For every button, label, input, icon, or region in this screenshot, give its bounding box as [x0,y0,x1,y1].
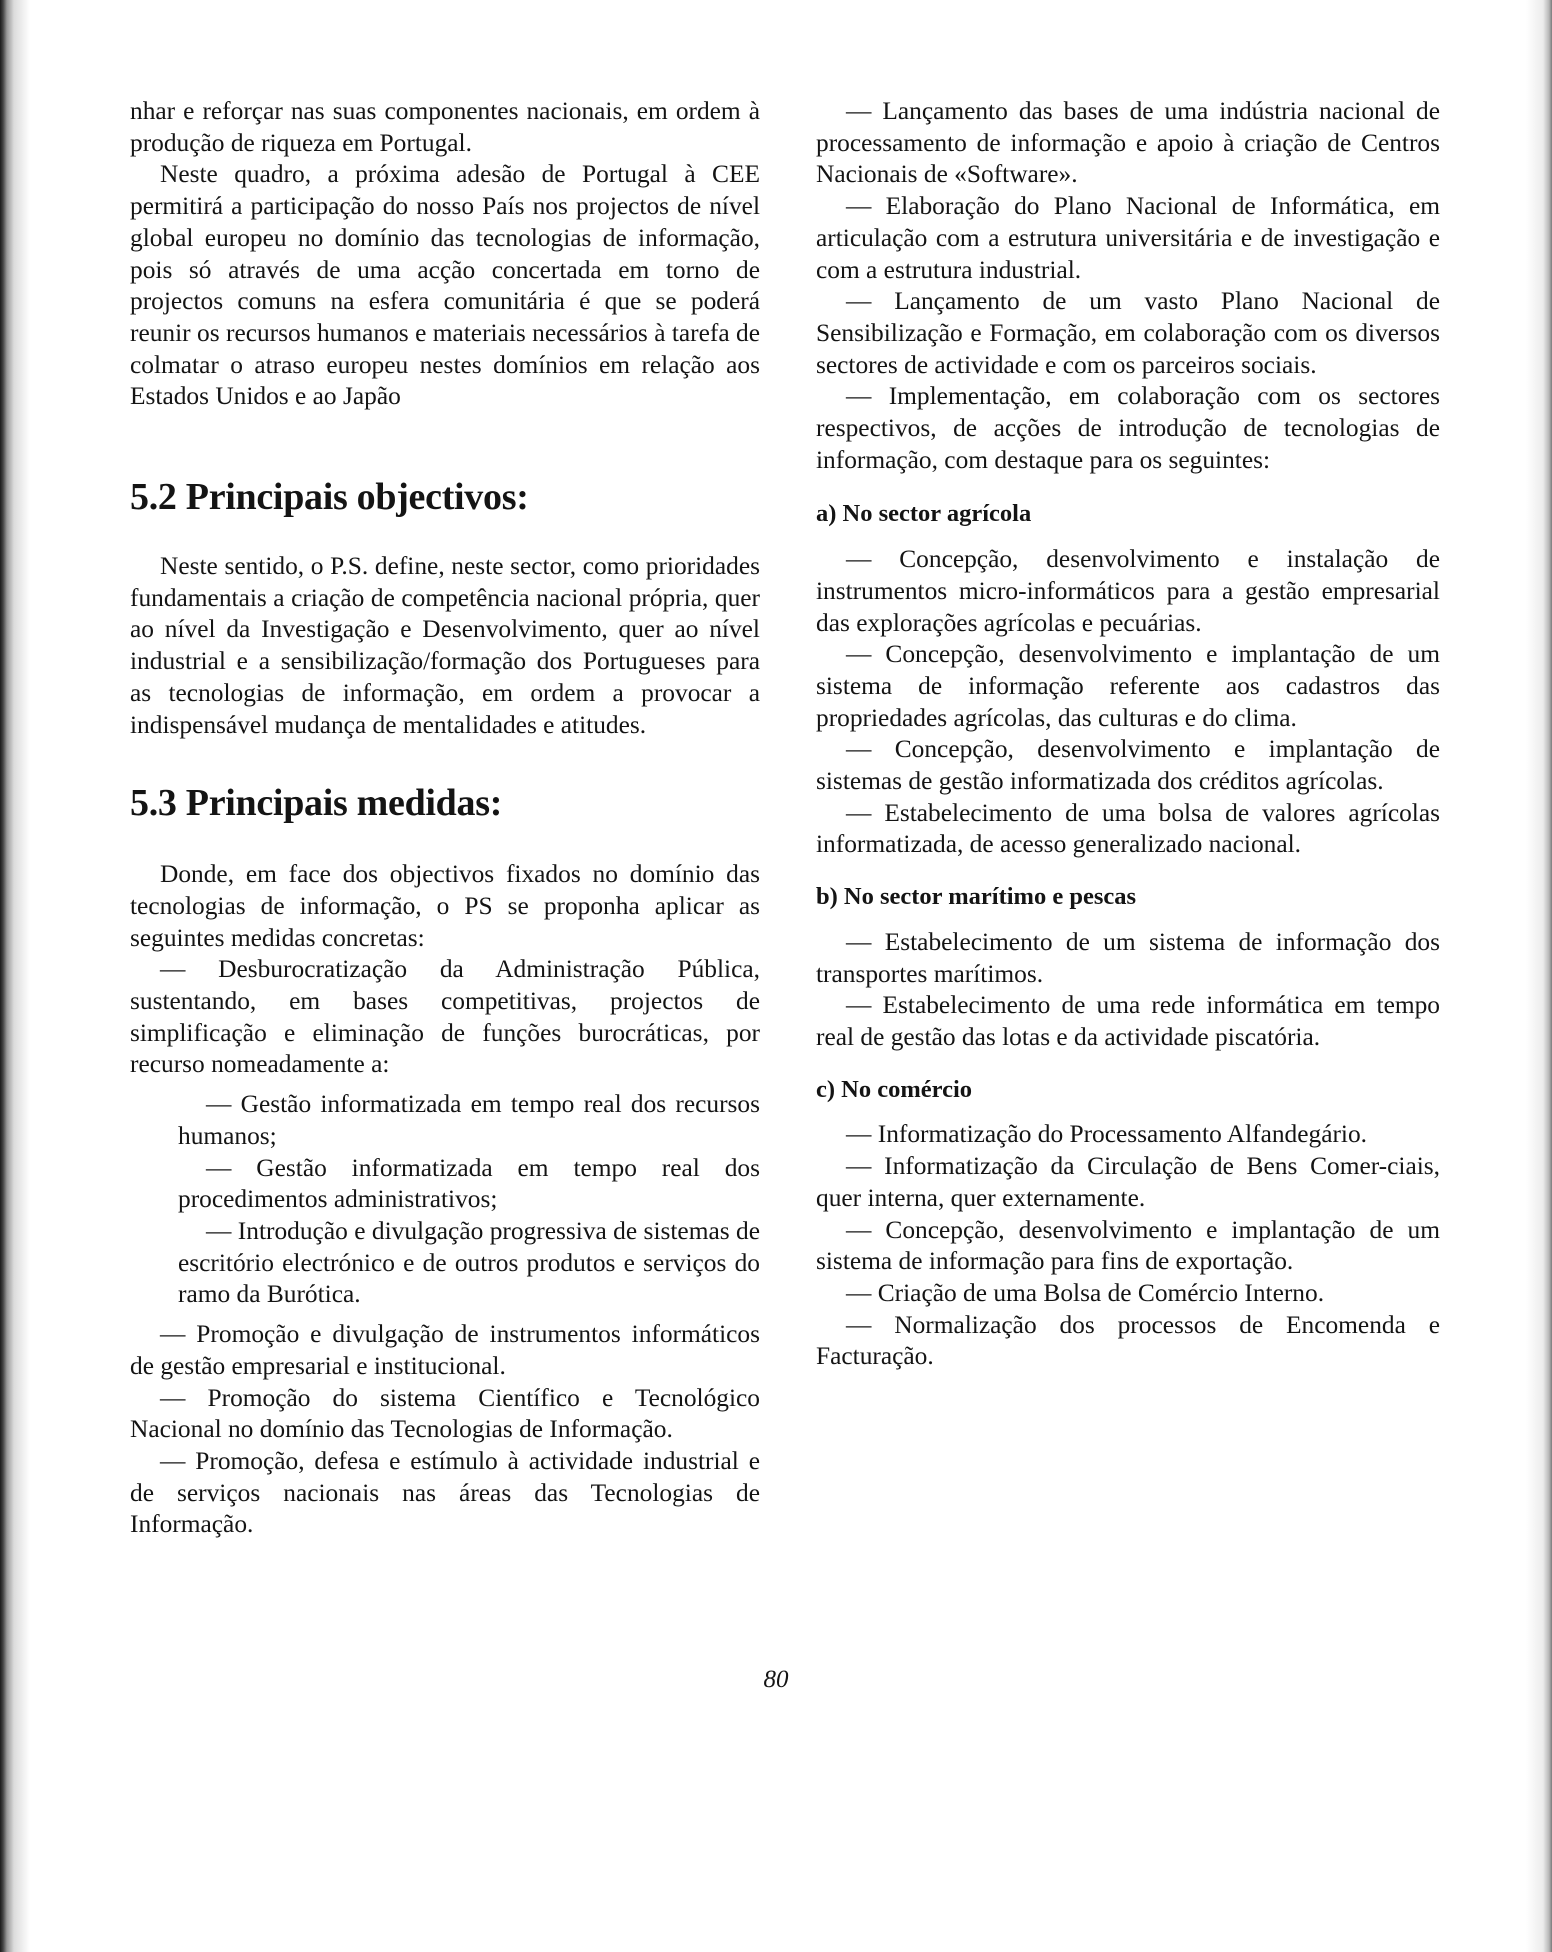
sub-list-item: — Gestão informatizada em tempo real dos recursos humanos; [178,1090,760,1150]
list-item: — Concepção, desenvolvimento e implantação de um sistema de informação para fins de exportação. [816,1215,1440,1276]
list-item: — Promoção do sistema Científico e Tecnológico Nacional no domínio das Tecnologias de Informação. [130,1383,760,1444]
paragraph-objectivos: Neste sentido, o P.S. define, neste sector, como prioridades fundamentais a criação de competência nacional própria, quer ao nível da Investigação e Desenvolvimento, quer ao nível industrial e a sensibilização/formação dos Portugueses para as tecnologias de informação, em ordem a provocar a indispensável mudança de mentalidades e atitudes. [130,552,760,739]
subsection-heading-maritimo: b) No sector marítimo e pescas [816,883,1137,911]
list-item: — Lançamento das bases de uma indústria nacional de processamento de informação e apoio à criação de Centros Nacionais de «Software». [816,97,1440,189]
list-item: — Elaboração do Plano Nacional de Informática, em articulação com a estrutura universitária e de investigação e com a estrutura industrial. [816,192,1440,284]
list-item: — Concepção, desenvolvimento e instalação de instrumentos micro-informáticos para a gestão empresarial das explorações agrícolas e pecuárias. [816,545,1440,637]
list-item: — Estabelecimento de um sistema de informação dos transportes marítimos. [816,927,1440,988]
list-item: — Lançamento de um vasto Plano Nacional de Sensibilização e Formação, em colaboração com os diversos sectores de actividade e com os parceiros sociais. [816,287,1440,379]
scan-shadow-right [1526,0,1552,1952]
right-column [816,96,1440,1373]
list-item: — Estabelecimento de uma rede informática em tempo real de gestão das lotas e da actividade piscatória. [816,991,1440,1051]
paragraph-cee: Neste quadro, a próxima adesão de Portugal à CEE permitirá a participação do nosso País nos projectos de nível global europeu no domínio das tecnologias de informação, pois só através de uma acção concertada em torno de projectos comuns na esfera comunitária é que se poderá reunir os recursos humanos e materiais necessários à tarefa de colmatar o atraso europeu nestes domínios em relação aos Estados Unidos e ao Japão [130,160,760,411]
list-item-desburocratizacao: — Desburocratização da Administração Pública, sustentando, em bases competitivas, projectos de simplificação e eliminação de funções burocráticas, por recurso nomeadamente a: [130,955,760,1079]
list-item: — Normalização dos processos de Encomenda e Facturação. [816,1310,1440,1371]
list-item: — Promoção e divulgação de instrumentos informáticos de gestão empresarial e institucional. [130,1320,760,1380]
list-item: — Criação de uma Bolsa de Comércio Interno. [846,1278,1325,1307]
section-heading-objectivos: 5.2 Principais objectivos: [130,476,529,519]
subsection-heading-agricola: a) No sector agrícola [816,500,1032,528]
sub-list-item: — Introdução e divulgação progressiva de sistemas de escritório electrónico e de outros produtos e serviços do ramo da Burótica. [178,1216,760,1309]
list-item: — Informatização da Circulação de Bens Comer-ciais, quer interna, quer externamente. [816,1152,1440,1212]
left-column [130,96,760,1541]
list-item: — Estabelecimento de uma bolsa de valores agrícolas informatizada, de acesso generalizado nacional. [816,798,1440,859]
scan-shadow-left [0,0,30,1952]
paragraph-continued: nhar e reforçar nas suas componentes nacionais, em ordem à produção de riqueza em Portugal. [130,97,760,157]
page-number: 80 [763,1666,789,1693]
paragraph-medidas-intro: Donde, em face dos objectivos fixados no domínio das tecnologias de informação, o PS se proponha aplicar as seguintes medidas concretas: [130,860,760,952]
subsection-heading-comercio: c) No comércio [816,1075,972,1103]
section-heading-medidas: 5.3 Principais medidas: [130,782,503,825]
list-item: — Promoção, defesa e estímulo à actividade industrial e de serviços nacionais nas áreas das Tecnologias de Informação. [130,1446,760,1539]
list-item: — Concepção, desenvolvimento e implantação de sistemas de gestão informatizada dos créditos agrícolas. [816,735,1440,796]
list-item: — Informatização do Processamento Alfandegário. [846,1120,1368,1149]
list-item: — Implementação, em colaboração com os sectores respectivos, de acções de introdução de tecnologias de informação, com destaque para os seguintes: [816,382,1440,474]
list-item: — Concepção, desenvolvimento e implantação de um sistema de informação referente aos cadastros das propriedades agrícolas, das culturas e do clima. [816,640,1440,732]
sub-list-item: — Gestão informatizada em tempo real dos procedimentos administrativos; [178,1153,760,1214]
